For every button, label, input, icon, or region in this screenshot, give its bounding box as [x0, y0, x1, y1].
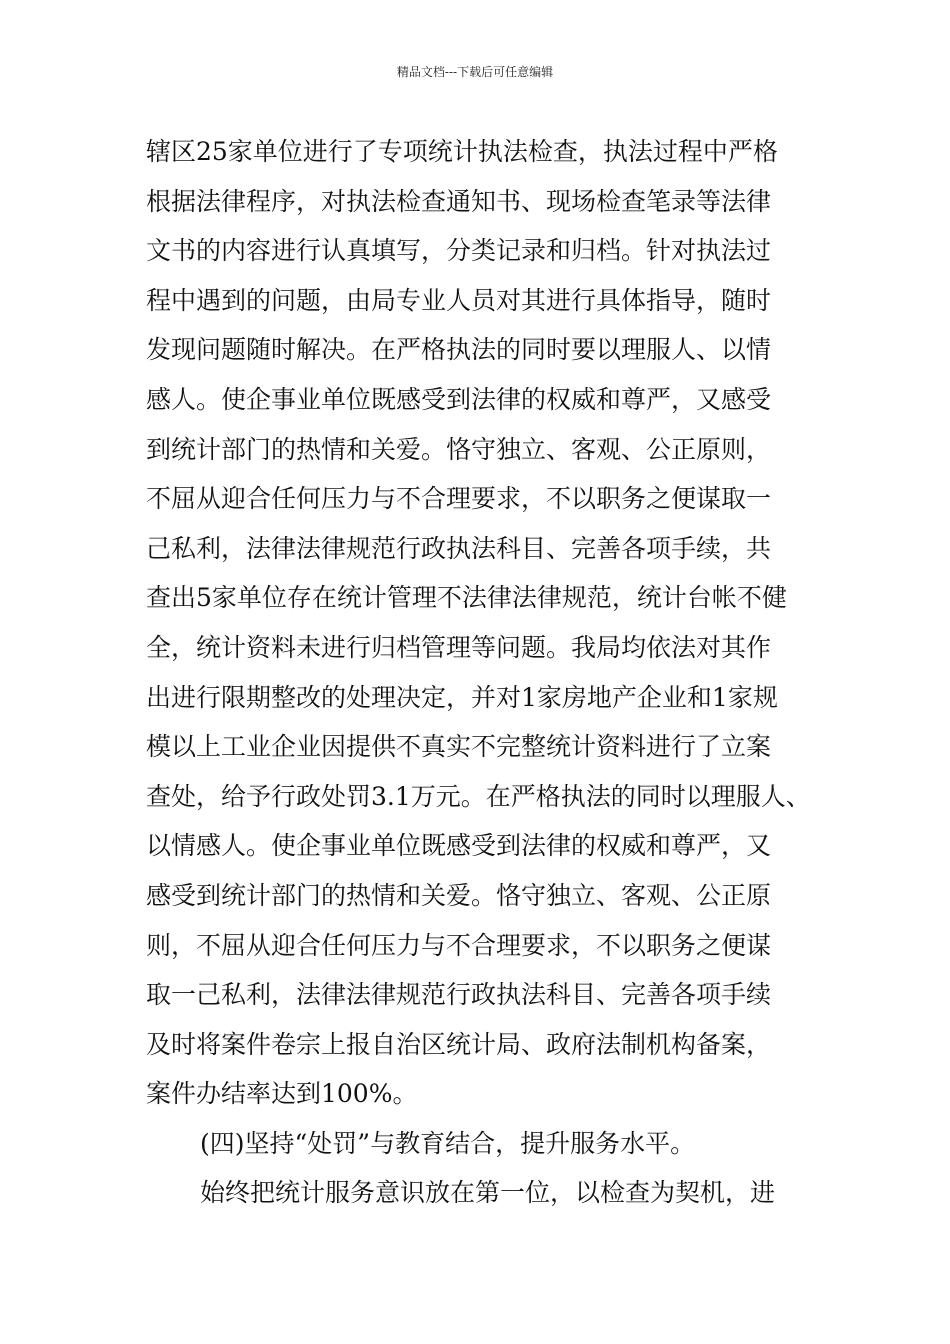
text-line: 发现问题随时解决。在严格执法的同时要以理服人、以情 — [146, 335, 772, 365]
page-header: 精品文档---下载后可任意编辑 — [396, 65, 554, 79]
text-line: 不屈从迎合任何压力与不合理要求，不以职务之便谋取一 — [146, 484, 772, 514]
text-line: 根据法律程序，对执法检查通知书、现场检查笔录等法律 — [146, 186, 772, 216]
text-line: 查处，给予行政处罚3.1万元。在严格执法的同时以理服人、 — [146, 781, 811, 811]
text-line: 文书的内容进行认真填写，分类记录和归档。针对执法过 — [146, 236, 772, 266]
text-line: 程中遇到的问题，由局专业人员对其进行具体指导，随时 — [146, 285, 772, 315]
text-line: 取一己私利，法律法律规范行政执法科目、完善各项手续 — [146, 980, 772, 1010]
text-line: 出进行限期整改的处理决定，并对1家房地产企业和1家规 — [146, 682, 778, 712]
paragraph-start: 始终把统计服务意识放在第一位，以检查为契机，进 — [200, 1178, 776, 1208]
text-line: 则，不屈从迎合任何压力与不合理要求，不以职务之便谋 — [146, 930, 772, 960]
text-line: 全，统计资料未进行归档管理等问题。我局均依法对其作 — [146, 632, 772, 662]
text-line: 己私利，法律法律规范行政执法科目、完善各项手续，共 — [146, 533, 772, 563]
text-line: 以情感人。使企事业单位既感受到法律的权威和尊严，又 — [146, 831, 772, 861]
text-line: 感人。使企事业单位既感受到法律的权威和尊严，又感受 — [146, 384, 772, 414]
section-heading: (四)坚持“处罚”与教育结合，提升服务水平。 — [200, 1128, 696, 1158]
text-line: 辖区25家单位进行了专项统计执法检查，执法过程中严格 — [146, 137, 778, 166]
text-line: 及时将案件卷宗上报自治区统计局、政府法制机构备案， — [146, 1029, 772, 1059]
text-line: 案件办结率达到100%。 — [146, 1079, 418, 1109]
document-body — [146, 127, 836, 1218]
text-line: 感受到统计部门的热情和关爱。恪守独立、客观、公正原 — [146, 880, 772, 910]
text-line: 到统计部门的热情和关爱。恪守独立、客观、公正原则， — [146, 434, 772, 464]
text-line: 模以上工业企业因提供不真实不完整统计资料进行了立案 — [146, 732, 772, 762]
text-line: 查出5家单位存在统计管理不法律法律规范，统计台帐不健 — [146, 583, 787, 613]
